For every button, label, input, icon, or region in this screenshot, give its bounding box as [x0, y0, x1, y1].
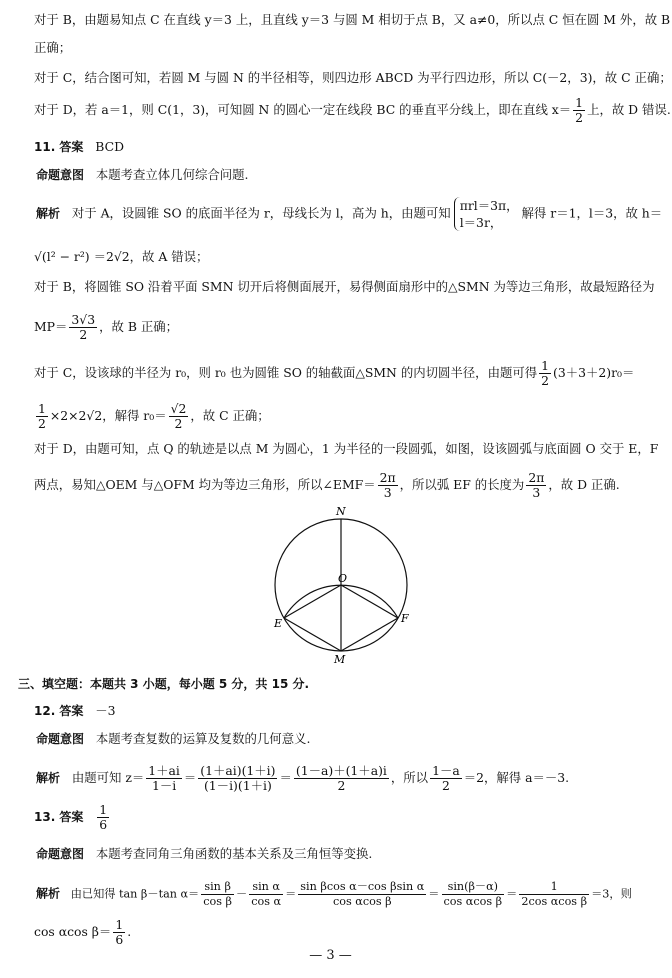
equals: ＝ [506, 887, 518, 901]
fraction [146, 764, 182, 793]
p10-line-b1: 对于 B，由题易知点 C 在直线 y＝3 上，且直线 y＝3 与圆 M 相切于点 B，又 a≠0，所以点 C 恒在圆 M 外，故 B [34, 12, 671, 27]
segment-EM [284, 618, 341, 651]
text: ＝3，则 [591, 887, 632, 901]
q11-sol-line5 [34, 359, 634, 388]
label-O: O [338, 572, 348, 585]
denominator: 3 [532, 485, 541, 500]
intent-text: 本题考查立体几何综合问题. [95, 167, 249, 182]
denominator: cos αcos β [443, 895, 503, 908]
equals: ＝ [285, 887, 297, 901]
circle-figure [262, 503, 422, 665]
numerator: (1＋ai)(1＋i) [200, 763, 276, 778]
numerator: sin(β－α) [442, 880, 505, 895]
numerator: 1－a [432, 763, 460, 778]
fraction [298, 880, 426, 909]
fraction [97, 803, 109, 832]
text: 解得 r＝1，l＝3，故 h＝ [521, 205, 663, 221]
denominator: 6 [115, 932, 124, 947]
fraction [430, 764, 462, 793]
numerator: 1 [38, 401, 46, 416]
q13-solution-line [36, 880, 632, 909]
text: ，故 C 正确； [190, 408, 270, 423]
text: ，所以弧 EF 的长度为 [399, 477, 525, 492]
text: ，故 D 正确. [548, 477, 620, 492]
fraction [113, 918, 125, 947]
text: ，所以 [390, 770, 429, 785]
denominator: 2 [575, 110, 584, 125]
q13-answer-line [34, 803, 111, 832]
p10-line-d [34, 96, 671, 125]
denominator: 6 [99, 817, 108, 832]
numerator: 2π [528, 470, 545, 485]
text: (3＋3＋2)r₀＝ [553, 365, 635, 380]
numerator: 1 [541, 358, 550, 373]
p10-d-pre: 对于 D，若 a＝1，则 C(1，3)，可知圆 N 的圆心一定在线段 BC 的垂直平分线上，即在直线 x＝ [34, 102, 572, 117]
denominator: 2cos αcos β [521, 895, 588, 908]
numerator: 1＋ai [148, 763, 180, 778]
p10-line-b2: 正确； [34, 40, 72, 55]
denominator: 2 [38, 416, 46, 431]
fraction [36, 402, 48, 431]
numerator: 1 [115, 917, 124, 932]
denominator: 2 [441, 778, 450, 793]
intent-label: 命题意图 [36, 732, 85, 746]
numerator: sin βcos α－cos βsin α [300, 880, 425, 893]
numerator: √2 [170, 401, 187, 416]
denominator: 3 [383, 485, 392, 500]
intent-text: 本题考查同角三角函数的基本关系及三角恒等变换. [95, 846, 373, 861]
denominator: 2 [541, 373, 550, 388]
fraction [539, 359, 551, 388]
denominator: 1－i [151, 778, 177, 793]
equation-system [454, 197, 519, 231]
fraction [169, 402, 189, 431]
denominator: 2 [337, 778, 346, 793]
intent-text: 本题考查复数的运算及复数的几何意义. [95, 731, 311, 746]
denominator: cos β [203, 895, 233, 908]
q11-sol-line2: √(l² − r²) ＝2√2，故 A 错误； [34, 249, 209, 264]
q12-answer-line [34, 703, 116, 719]
fraction [294, 764, 389, 793]
text: cos αcos β＝ [34, 924, 112, 939]
text: 对于 A，设圆锥 SO 的底面半径为 r，母线长为 l，高为 h，由题可知 [71, 205, 451, 221]
answer-value: －3 [95, 703, 116, 718]
q11-sol-line3: 对于 B，将圆锥 SO 沿着平面 SMN 切开后将侧面展开，易得侧面扇形中的△SMN 为等边三角形，故最短路径为 [34, 279, 655, 294]
denominator: cos αcos β [332, 895, 392, 908]
numerator: 1 [99, 802, 108, 817]
fraction [69, 313, 97, 342]
q13-intent-line [36, 846, 372, 862]
segment-FM [341, 618, 398, 651]
equals: ＝ [183, 770, 197, 785]
q11-sol-line8 [34, 471, 620, 500]
denominator: cos α [251, 895, 282, 908]
equation: πrl＝3π， [459, 198, 519, 213]
q11-sol-line6 [34, 402, 270, 431]
denominator: 2 [174, 416, 183, 431]
solution-label: 解析 [36, 771, 61, 785]
fraction [526, 471, 546, 500]
solution-label: 解析 [36, 886, 61, 901]
q11-sol-line7: 对于 D，由题可知，点 Q 的轨迹是以点 M 为圆心，1 为半径的一段圆弧，如图，设该圆弧与底面圆 O 交于 E，F [34, 441, 659, 456]
segment-OE [284, 585, 341, 618]
q11-intent-line [36, 167, 248, 183]
numerator: 1 [575, 95, 584, 110]
fraction [198, 764, 277, 793]
numerator: 1 [519, 880, 589, 895]
page-number: — 3 — [309, 948, 352, 963]
fraction [442, 880, 505, 909]
intent-label: 命题意图 [36, 168, 85, 182]
p10-line-c: 对于 C，结合图可知，若圆 M 与圆 N 的半径相等，则四边形 ABCD 为平行四边形，所以 C(－2，3)，故 C 正确； [34, 70, 672, 85]
numerator: 2π [379, 470, 396, 485]
denominator: (1－i)(1＋i) [203, 778, 272, 793]
section-3-heading: 三、填空题：本题共 3 小题，每小题 5 分，共 15 分. [18, 677, 310, 691]
text: 两点，易知△OEM 与△OFM 均为等边三角形，所以∠EMF＝ [34, 477, 376, 492]
label-N: N [336, 505, 346, 518]
p10-d-post: 上，故 D 错误. [587, 102, 671, 117]
text: . [127, 924, 132, 939]
numerator: (1－a)＋(1＋a)i [295, 763, 387, 778]
q12-intent-line [36, 731, 310, 747]
denominator: 2 [79, 327, 88, 342]
minus: － [236, 887, 248, 901]
text: ，故 B 正确； [99, 319, 179, 334]
text: 由已知得 tan β－tan α＝ [70, 887, 200, 901]
numerator: sin α [249, 880, 283, 895]
label-E: E [274, 617, 283, 630]
solution-label: 解析 [36, 206, 61, 221]
text: ×2×2√2，解得 r₀＝ [49, 408, 167, 423]
equals: ＝ [279, 770, 292, 785]
q13-final-line [34, 918, 131, 947]
numerator: sin β [201, 880, 234, 895]
numerator: 3√3 [71, 312, 96, 327]
answer-value: BCD [95, 139, 125, 154]
answer-label: 12. 答案 [34, 704, 84, 718]
equation: l＝3r， [459, 215, 503, 230]
fraction [378, 471, 398, 500]
text: 对于 C，设该球的半径为 r₀，则 r₀ 也为圆锥 SO 的轴截面△SMN 的内切圆半径，由题可得 [34, 365, 538, 380]
answer-label: 13. 答案 [34, 810, 84, 824]
q11-sol-line1 [36, 197, 662, 231]
fraction [519, 880, 589, 909]
text: ＝2，解得 a＝－3. [463, 770, 570, 785]
label-F: F [401, 612, 409, 625]
fraction [573, 96, 585, 125]
segment-OF [341, 585, 398, 618]
label-M: M [334, 653, 346, 666]
q11-sol-line4 [34, 313, 178, 342]
q12-solution-line [36, 764, 569, 793]
text: MP＝ [34, 319, 68, 334]
fraction [201, 880, 234, 909]
fraction [249, 880, 283, 909]
text: 由题可知 z＝ [71, 770, 145, 785]
equals: ＝ [428, 887, 440, 901]
q11-answer-line [34, 139, 124, 155]
intent-label: 命题意图 [36, 847, 85, 861]
answer-label: 11. 答案 [34, 140, 84, 154]
